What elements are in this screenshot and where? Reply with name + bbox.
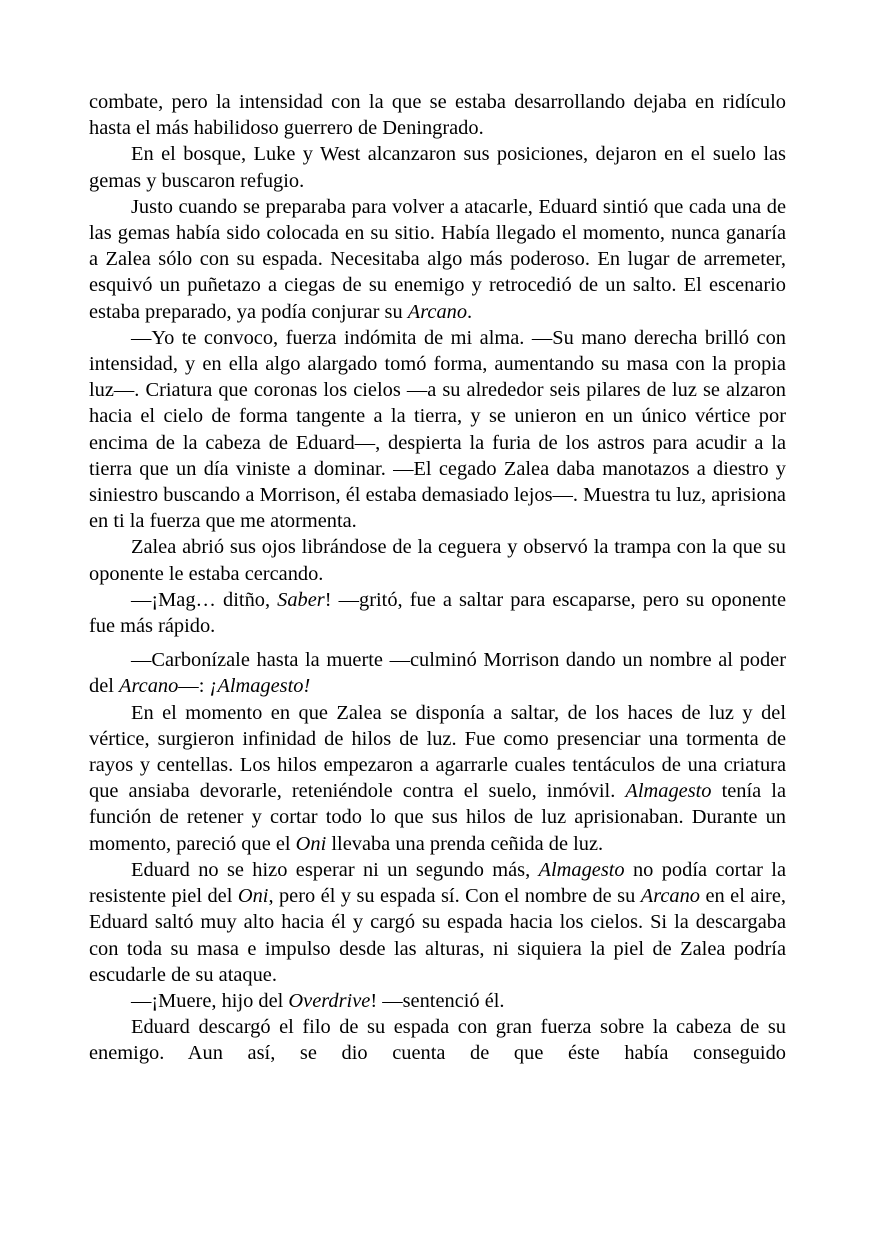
paragraph bbox=[89, 325, 786, 535]
text-run: En el momento en que Zalea se disponía a saltar, de los haces de luz y del vértice, surgieron infinidad de hilos de luz. Fue como presenciar una tormenta de rayos y centellas. Los hilos empezaron a agarrarle cuales tentáculos de una criatura que ansiaba devorarle, reteniéndole contra el suelo, inmóvil. bbox=[89, 701, 786, 803]
paragraph bbox=[89, 89, 786, 141]
text-run: —: bbox=[178, 675, 210, 698]
paragraph bbox=[89, 700, 786, 857]
paragraph bbox=[89, 141, 786, 193]
text-run: en el aire, Eduard saltó muy alto hacia él y cargó su espada hacia los cielos. Si la descargaba con toda su masa e impulso desde las alturas, ni siquiera la piel de Zalea podría escudarle de su ataque. bbox=[89, 885, 786, 986]
text-run: , pero él y su espada sí. Con el nombre de su bbox=[268, 885, 641, 908]
paragraph bbox=[89, 1014, 786, 1066]
text-run: Eduard no se hizo esperar ni un segundo más, bbox=[131, 858, 539, 881]
italic-text: Arcano bbox=[119, 675, 179, 698]
text-run: —Yo te convoco, fuerza indómita de mi alma. —Su mano derecha brilló con intensidad, y en ella algo alargado tomó forma, aumentando su masa con la propia luz—. Criatura que coronas los cielos —a su alrededor seis pilares de luz se alzaron hacia el cielo de forma tangente a la tierra, y se unieron en un único vértice por encima de la cabeza de Eduard—, despierta la furia de los astros para acudir a la tierra que un día viniste a dominar. —El cegado Zalea daba manotazos a diestro y siniestro buscando a Morrison, él estaba demasiado lejos—. Muestra tu luz, aprisiona en ti la fuerza que me atormenta. bbox=[89, 326, 786, 533]
paragraph bbox=[89, 587, 786, 639]
text-run: tenía la función de retener y cortar todo lo que sus hilos de luz aprisionaban. Durante un momento, pareció que el bbox=[89, 780, 786, 855]
italic-text: Oni bbox=[295, 832, 327, 855]
text-run: En el bosque, Luke y West alcanzaron sus posiciones, dejaron en el suelo las gemas y buscaron refugio. bbox=[89, 143, 786, 192]
text-run: combate, pero la intensidad con la que se estaba desarrollando dejaba en ridículo hasta el más habilidoso guerrero de Deningrado. bbox=[89, 91, 786, 140]
paragraph bbox=[89, 194, 786, 325]
text-run: . bbox=[467, 300, 473, 323]
italic-text: ¡Almagesto! bbox=[209, 675, 311, 698]
text-run: —¡Mag… ditño, bbox=[131, 588, 278, 611]
text-run: —¡Muere, hijo del bbox=[131, 989, 289, 1012]
italic-text: Saber bbox=[277, 588, 325, 611]
text-run: Zalea abrió sus ojos librándose de la ceguera y observó la trampa con la que su oponente le estaba cercando. bbox=[89, 536, 786, 585]
text-run: Eduard descargó el filo de su espada con gran fuerza sobre la cabeza de su enemigo. Aun así, se dio cuenta de que éste había conseguido bbox=[89, 1016, 786, 1065]
text-run: ! —gritó, fue a saltar para escaparse, pero su oponente fue más rápido. bbox=[89, 588, 786, 638]
italic-text: Arcano bbox=[407, 300, 468, 323]
italic-text: Arcano bbox=[640, 885, 701, 908]
paragraph bbox=[89, 988, 786, 1014]
text-run: —Carbonízale hasta la muerte —culminó Morrison dando un nombre al poder del bbox=[89, 649, 786, 698]
italic-text: Almagesto bbox=[538, 858, 625, 881]
italic-text: Oni bbox=[237, 885, 269, 908]
book-page bbox=[89, 89, 786, 1067]
paragraph bbox=[89, 534, 786, 586]
paragraph bbox=[89, 857, 786, 988]
text-run: llevaba una prenda ceñida de luz. bbox=[326, 832, 604, 855]
text-run: ! —sentenció él. bbox=[370, 989, 505, 1012]
italic-text: Overdrive bbox=[288, 989, 371, 1012]
italic-text: Almagesto bbox=[625, 780, 712, 803]
text-run: Justo cuando se preparaba para volver a atacarle, Eduard sintió que cada una de las gemas había sido colocada en su sitio. Había llegado el momento, nunca ganaría a Zalea sólo con su espada. Necesitaba algo más poderoso. En lugar de arremeter, esquivó un puñetazo a ciegas de su enemigo y retrocedió de un salto. El escenario estaba preparado, ya podía conjurar su bbox=[89, 195, 786, 323]
text-run: no podía cortar la resistente piel del bbox=[89, 858, 786, 908]
paragraph bbox=[89, 647, 786, 699]
